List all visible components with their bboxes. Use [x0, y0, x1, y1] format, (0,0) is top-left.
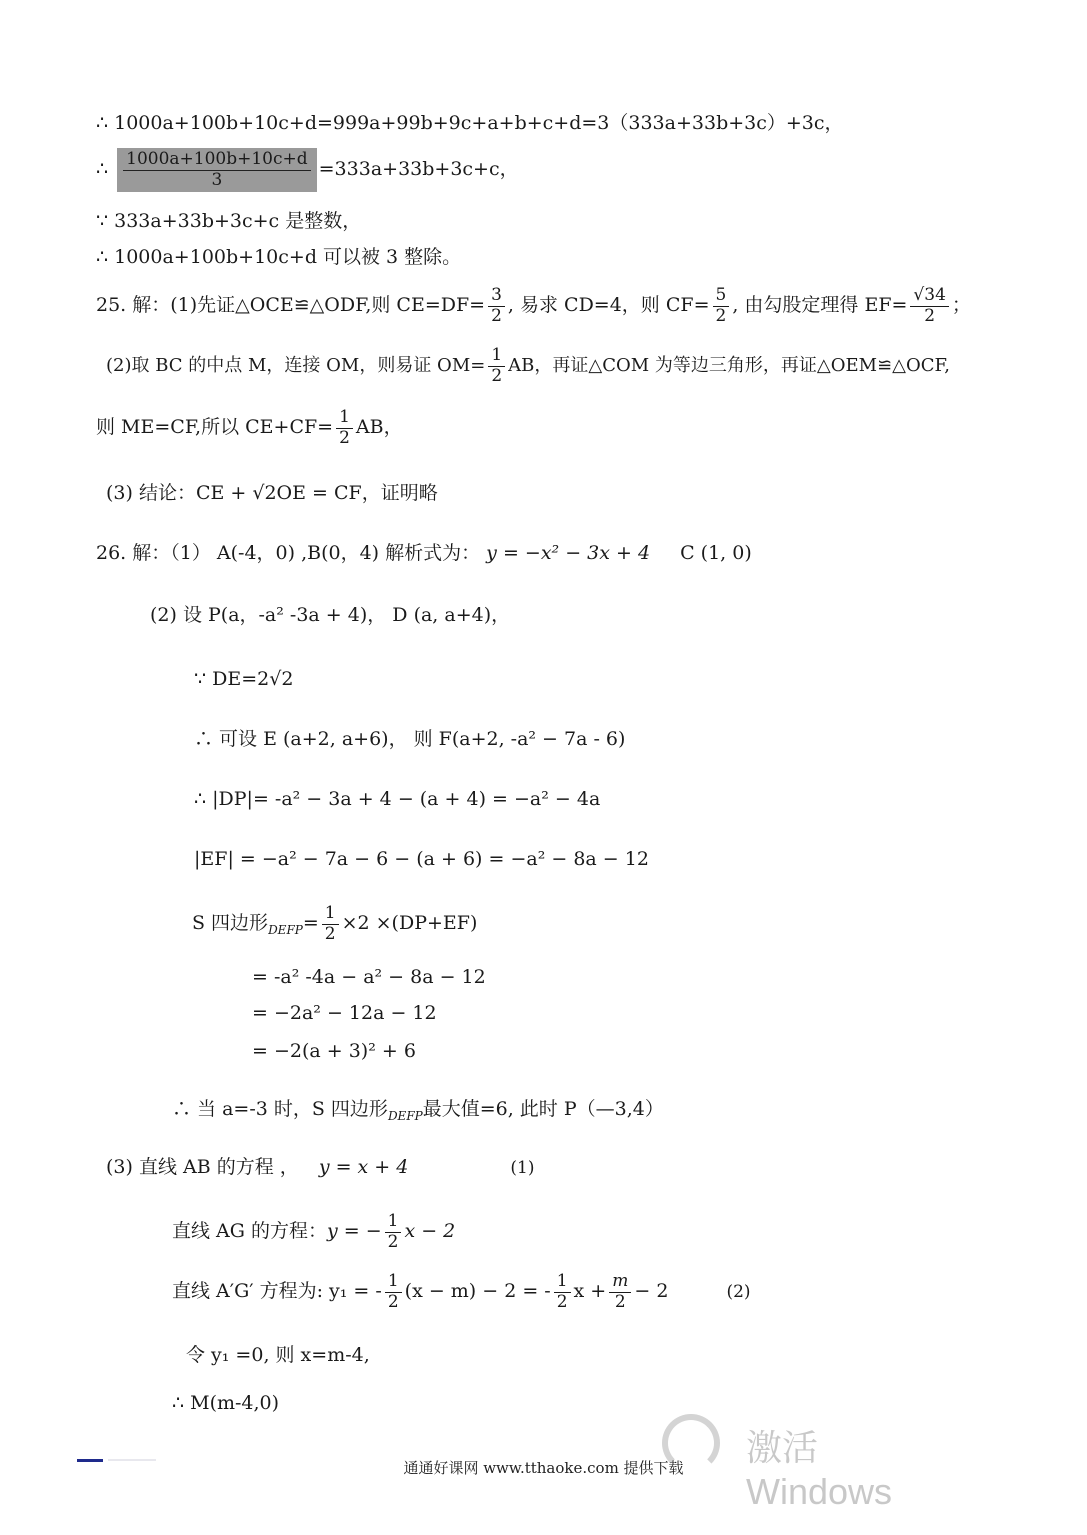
highlighted-fraction — [117, 148, 317, 192]
numerator: 1 — [488, 346, 505, 367]
text-segment: ； — [951, 294, 971, 317]
denominator: 2 — [387, 1291, 399, 1312]
fraction — [609, 1272, 631, 1312]
watermark-text: 激活 Windows — [746, 1427, 893, 1512]
fraction — [488, 346, 505, 386]
numerator: 1 — [554, 1272, 571, 1293]
text-segment: ∴ 当 a=-3 时，S 四边形 — [172, 1098, 388, 1120]
point-c: C (1, 0) — [680, 542, 752, 564]
numerator: 5 — [713, 286, 730, 307]
problem-26-part-2-setup: (2) 设 P(a，-a² -3a + 4)， D (a, a+4)， — [150, 604, 511, 626]
area-step-1: = -a² -4a − a² − 8a − 12 — [252, 966, 486, 988]
dp-length-equation: ∴ |DP|= -a² − 3a + 4 − (a + 4) = −a² − 4a — [194, 788, 601, 810]
text-segment: , 易求 CD=4，则 CF= — [507, 294, 710, 317]
text-segment: (x − m) − 2 = - — [404, 1280, 551, 1303]
problem-26-part-1 — [96, 544, 752, 563]
given-de-length: ∵ DE=2√2 — [194, 668, 294, 690]
problem-25-part-2-continued — [96, 408, 403, 448]
area-step-3: = −2(a + 3)² + 6 — [252, 1040, 416, 1062]
proof-line-4: ∴ 1000a+100b+10c+d 可以被 3 整除。 — [96, 246, 462, 268]
text-segment: 则 ME=CF,所以 CE+CF= — [96, 416, 334, 439]
fraction-numerator: 1000a+100b+10c+d — [123, 150, 311, 171]
area-maximum-conclusion — [172, 1100, 664, 1122]
fraction — [336, 408, 353, 448]
therefore-symbol: ∴ — [96, 158, 109, 181]
numerator: m — [609, 1272, 631, 1293]
fraction — [554, 1272, 571, 1312]
text-segment: S 四边形 — [192, 912, 269, 935]
denominator: 2 — [924, 305, 936, 326]
point-m-coordinates: ∴ M(m-4,0) — [172, 1392, 280, 1414]
ef-length-equation: |EF| = −a² − 7a − 6 − (a + 6) = −a² − 8a − 12 — [194, 848, 649, 870]
fraction — [713, 286, 730, 326]
point-e-f-coordinates: ∴ 可设 E (a+2, a+6)， 则 F(a+2, -a² − 7a - 6) — [194, 728, 626, 750]
text-segment: 25. 解：(1)先证△OCE≌△ODF,则 CE=DF= — [96, 294, 486, 317]
fraction — [910, 286, 948, 326]
denominator: 2 — [715, 305, 727, 326]
text-segment: 直线 A′G′ 方程为: y₁ = - — [172, 1280, 382, 1303]
denominator: 2 — [556, 1291, 568, 1312]
numerator: 1 — [322, 904, 339, 925]
text-segment: , 由勾股定理得 EF= — [732, 294, 908, 317]
fraction-denominator: 3 — [211, 169, 223, 190]
fraction — [322, 904, 339, 944]
text-segment: (3) 直线 AB 的方程 ， — [106, 1156, 299, 1178]
line-ab-equation — [106, 1158, 535, 1177]
equation-tag: (1) — [510, 1158, 535, 1178]
equation-tag: (2) — [726, 1282, 751, 1303]
denominator: 2 — [614, 1291, 626, 1312]
text-segment: AB， — [355, 416, 403, 439]
denominator: 2 — [324, 923, 336, 944]
text-segment: 26. 解：（1） A(-4，0) ,B(0，4) 解析式为： — [96, 542, 481, 564]
denominator: 2 — [491, 305, 502, 326]
text-segment: = — [302, 912, 319, 935]
fraction — [488, 286, 505, 326]
denominator: 2 — [491, 365, 503, 386]
fraction — [385, 1272, 402, 1312]
text-segment: ×2 ×(DP+EF) — [341, 912, 478, 935]
equation: y = x + 4 — [318, 1156, 409, 1178]
numerator: 1 — [385, 1212, 402, 1233]
text-segment: x + — [573, 1280, 607, 1303]
text-segment: 最大值=6, 此时 P（—3,4） — [422, 1098, 664, 1120]
problem-25-part-2 — [106, 346, 950, 386]
area-step-2: = −2a² − 12a − 12 — [252, 1002, 437, 1024]
fraction — [385, 1212, 402, 1252]
denominator: 2 — [339, 427, 350, 448]
problem-25-part-3: (3) 结论：CE + √2OE = CF，证明略 — [106, 482, 438, 504]
line-a-prime-g-prime-equation — [172, 1272, 751, 1312]
area-formula — [192, 904, 477, 944]
proof-line-3: ∵ 333a+33b+3c+c 是整数， — [96, 210, 362, 232]
proof-line-1: ∴ 1000a+100b+10c+d=999a+99b+9c+a+b+c+d=3（333a+33b+3c）+3c， — [96, 112, 844, 134]
line-ag-equation — [172, 1212, 455, 1252]
proof-line-2 — [96, 148, 519, 192]
set-y1-zero: 令 y₁ =0, 则 x=m-4, — [186, 1344, 370, 1366]
page-footer: 通通好课网 www.tthaoke.com 提供下载 — [403, 1459, 684, 1477]
problem-25-part-1 — [96, 286, 971, 326]
equation: x − 2 — [404, 1220, 456, 1243]
numerator: 1 — [336, 408, 353, 429]
numerator: 3 — [488, 286, 505, 307]
denominator: 2 — [387, 1231, 399, 1252]
quadrilateral-subscript: DEFP — [387, 1108, 423, 1123]
text-segment: − 2 — [634, 1280, 669, 1303]
numerator: 1 — [385, 1272, 402, 1293]
text-segment: AB，再证△COM 为等边三角形，再证△OEM≌△OCF, — [508, 355, 950, 377]
numerator: √34 — [910, 286, 948, 307]
equation-remainder: =333a+33b+3c+c， — [318, 158, 519, 181]
text-segment: (2)取 BC 的中点 M，连接 OM，则易证 OM= — [106, 355, 486, 377]
quadrilateral-subscript: DEFP — [268, 922, 303, 937]
parabola-equation: y = −x² − 3x + 4 — [486, 542, 651, 564]
equation: y = − — [326, 1220, 382, 1243]
text-segment: 直线 AG 的方程： — [172, 1220, 327, 1243]
